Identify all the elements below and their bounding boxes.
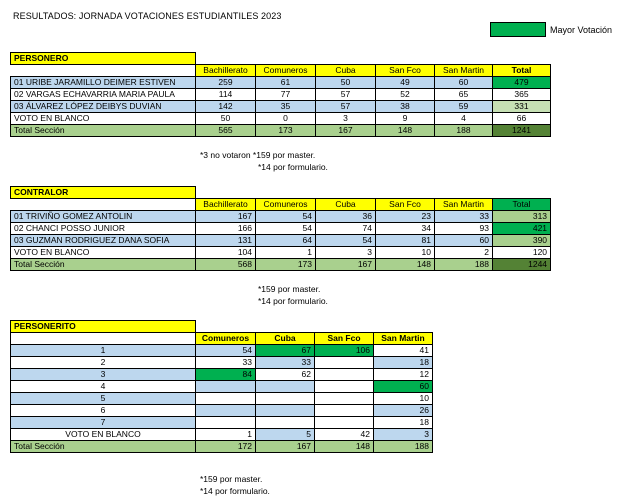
- col-header: Bachillerato: [196, 65, 256, 77]
- cell: 2: [435, 247, 493, 259]
- cell: 23: [376, 211, 435, 223]
- row-label: 3: [11, 369, 196, 381]
- col-header: Cuba: [256, 333, 315, 345]
- cell: 142: [196, 101, 256, 113]
- cell: 173: [256, 125, 316, 137]
- table-row: [11, 113, 551, 125]
- row-label: 02 CHANCI POSSO JUNIOR: [11, 223, 196, 235]
- cell: 188: [435, 259, 493, 271]
- cell: [315, 381, 374, 393]
- cell: 3: [316, 113, 376, 125]
- row-label: 03 ÁLVAREZ LÓPEZ DEIBYS DUVIAN: [11, 101, 196, 113]
- legend-label: Mayor Votación: [550, 25, 613, 35]
- table-row: [11, 405, 433, 417]
- cell: 167: [196, 211, 256, 223]
- cell: [256, 393, 315, 405]
- row-label: VOTO EN BLANCO: [11, 429, 196, 441]
- table-row: [11, 77, 551, 89]
- cell: [256, 381, 315, 393]
- cell: 60: [374, 381, 433, 393]
- cell: 60: [435, 235, 493, 247]
- cell: 172: [196, 441, 256, 453]
- cell: 148: [376, 125, 435, 137]
- cell: 50: [316, 77, 376, 89]
- contralor-note-1: *159 por master.: [258, 284, 321, 294]
- cell: 4: [435, 113, 493, 125]
- personero-note-2: *14 por formulario.: [258, 162, 328, 172]
- personerito-section-title: PERSONERITO: [11, 321, 196, 333]
- cell: 62: [256, 369, 315, 381]
- cell: 33: [196, 357, 256, 369]
- total-row: [11, 259, 551, 271]
- cell: [196, 393, 256, 405]
- cell: 5: [256, 429, 315, 441]
- cell: 42: [315, 429, 374, 441]
- cell: [315, 357, 374, 369]
- cell: [196, 405, 256, 417]
- cell: [196, 417, 256, 429]
- cell: 259: [196, 77, 256, 89]
- col-header: Comuneros: [196, 333, 256, 345]
- cell: 167: [256, 441, 315, 453]
- cell-total: 66: [493, 113, 551, 125]
- cell: 18: [374, 357, 433, 369]
- cell: 131: [196, 235, 256, 247]
- row-label: 01 URIBE JARAMILLO DEIMER ESTIVEN: [11, 77, 196, 89]
- cell: 0: [256, 113, 316, 125]
- cell: 10: [376, 247, 435, 259]
- cell: [315, 393, 374, 405]
- cell: 148: [315, 441, 374, 453]
- personero-table: [10, 52, 551, 137]
- cell: 166: [196, 223, 256, 235]
- cell: 167: [316, 125, 376, 137]
- cell: 188: [435, 125, 493, 137]
- cell: 52: [376, 89, 435, 101]
- table-row: [11, 223, 551, 235]
- table-row: [11, 357, 433, 369]
- cell: 148: [376, 259, 435, 271]
- personerito-table: [10, 320, 433, 453]
- contralor-section-title: CONTRALOR: [11, 187, 196, 199]
- row-label: 1: [11, 345, 196, 357]
- cell: 114: [196, 89, 256, 101]
- personerito-note-1: *159 por master.: [200, 474, 263, 484]
- cell-grand-total: 1244: [493, 259, 551, 271]
- col-header: Cuba: [316, 199, 376, 211]
- cell: 49: [376, 77, 435, 89]
- cell: 41: [374, 345, 433, 357]
- cell: 65: [435, 89, 493, 101]
- table-row: [11, 345, 433, 357]
- col-header: Total: [493, 199, 551, 211]
- cell: 568: [196, 259, 256, 271]
- table-row: [11, 417, 433, 429]
- table-row: [11, 393, 433, 405]
- cell: 104: [196, 247, 256, 259]
- cell: 74: [316, 223, 376, 235]
- cell: 167: [316, 259, 376, 271]
- col-header: Total: [493, 65, 551, 77]
- cell: [315, 417, 374, 429]
- row-label: 7: [11, 417, 196, 429]
- cell: 33: [435, 211, 493, 223]
- cell-total: 365: [493, 89, 551, 101]
- cell: 54: [256, 211, 316, 223]
- table-row: [11, 211, 551, 223]
- cell-total: 390: [493, 235, 551, 247]
- cell: 61: [256, 77, 316, 89]
- col-header: San Martin: [435, 65, 493, 77]
- cell: 26: [374, 405, 433, 417]
- row-label: VOTO EN BLANCO: [11, 247, 196, 259]
- cell: 1: [256, 247, 316, 259]
- col-header: San Fco: [315, 333, 374, 345]
- personerito-note-2: *14 por formulario.: [200, 486, 270, 496]
- cell: 18: [374, 417, 433, 429]
- total-label: Total Sección: [11, 441, 196, 453]
- row-label: 01 TRIVIÑO GOMEZ ANTOLIN: [11, 211, 196, 223]
- cell: 60: [435, 77, 493, 89]
- table-row: [11, 369, 433, 381]
- cell-total: 421: [493, 223, 551, 235]
- cell: [256, 417, 315, 429]
- cell: 3: [316, 247, 376, 259]
- cell: 64: [256, 235, 316, 247]
- cell: 173: [256, 259, 316, 271]
- table-row: [11, 381, 433, 393]
- col-header: Bachillerato: [196, 199, 256, 211]
- cell: 81: [376, 235, 435, 247]
- cell: 54: [316, 235, 376, 247]
- cell-total: 479: [493, 77, 551, 89]
- cell-total: 331: [493, 101, 551, 113]
- row-label: 2: [11, 357, 196, 369]
- col-header: San Fco: [376, 199, 435, 211]
- cell: 12: [374, 369, 433, 381]
- row-label: VOTO EN BLANCO: [11, 113, 196, 125]
- cell: 54: [256, 223, 316, 235]
- personero-section-title: PERSONERO: [11, 53, 196, 65]
- col-header: Comuneros: [256, 199, 316, 211]
- cell: 1: [196, 429, 256, 441]
- col-header: Comuneros: [256, 65, 316, 77]
- total-label: Total Sección: [11, 259, 196, 271]
- col-header: San Martin: [435, 199, 493, 211]
- cell: [315, 369, 374, 381]
- cell: 33: [256, 357, 315, 369]
- cell: [196, 381, 256, 393]
- contralor-note-2: *14 por formulario.: [258, 296, 328, 306]
- row-label: 4: [11, 381, 196, 393]
- cell: 188: [374, 441, 433, 453]
- cell: [315, 405, 374, 417]
- cell: 67: [256, 345, 315, 357]
- col-header: Cuba: [316, 65, 376, 77]
- legend-swatch: [490, 22, 546, 37]
- cell: 565: [196, 125, 256, 137]
- cell: 3: [374, 429, 433, 441]
- cell: 93: [435, 223, 493, 235]
- total-row: [11, 441, 433, 453]
- cell: 57: [316, 89, 376, 101]
- table-row: [11, 247, 551, 259]
- col-header: San Fco: [376, 65, 435, 77]
- cell: 38: [376, 101, 435, 113]
- table-row: [11, 101, 551, 113]
- row-label: 6: [11, 405, 196, 417]
- row-label: 02 VARGAS ECHAVARRIA MARIA PAULA: [11, 89, 196, 101]
- cell: 34: [376, 223, 435, 235]
- cell-total: 120: [493, 247, 551, 259]
- cell: 9: [376, 113, 435, 125]
- contralor-table: [10, 186, 551, 271]
- cell: 77: [256, 89, 316, 101]
- table-row: [11, 89, 551, 101]
- cell: 106: [315, 345, 374, 357]
- cell: 57: [316, 101, 376, 113]
- cell-grand-total: 1241: [493, 125, 551, 137]
- cell: 84: [196, 369, 256, 381]
- row-label: 5: [11, 393, 196, 405]
- cell-total: 313: [493, 211, 551, 223]
- table-row: [11, 235, 551, 247]
- cell: [256, 405, 315, 417]
- total-row: [11, 125, 551, 137]
- page-title: RESULTADOS: JORNADA VOTACIONES ESTUDIANTILES 2023: [13, 11, 282, 21]
- row-label: 03 GUZMAN RODRIGUEZ DANA SOFIA: [11, 235, 196, 247]
- table-row: [11, 429, 433, 441]
- total-label: Total Sección: [11, 125, 196, 137]
- cell: 36: [316, 211, 376, 223]
- cell: 50: [196, 113, 256, 125]
- cell: 10: [374, 393, 433, 405]
- cell: 54: [196, 345, 256, 357]
- col-header: San Martin: [374, 333, 433, 345]
- personero-note-1: *3 no votaron *159 por master.: [200, 150, 316, 160]
- cell: 35: [256, 101, 316, 113]
- cell: 59: [435, 101, 493, 113]
